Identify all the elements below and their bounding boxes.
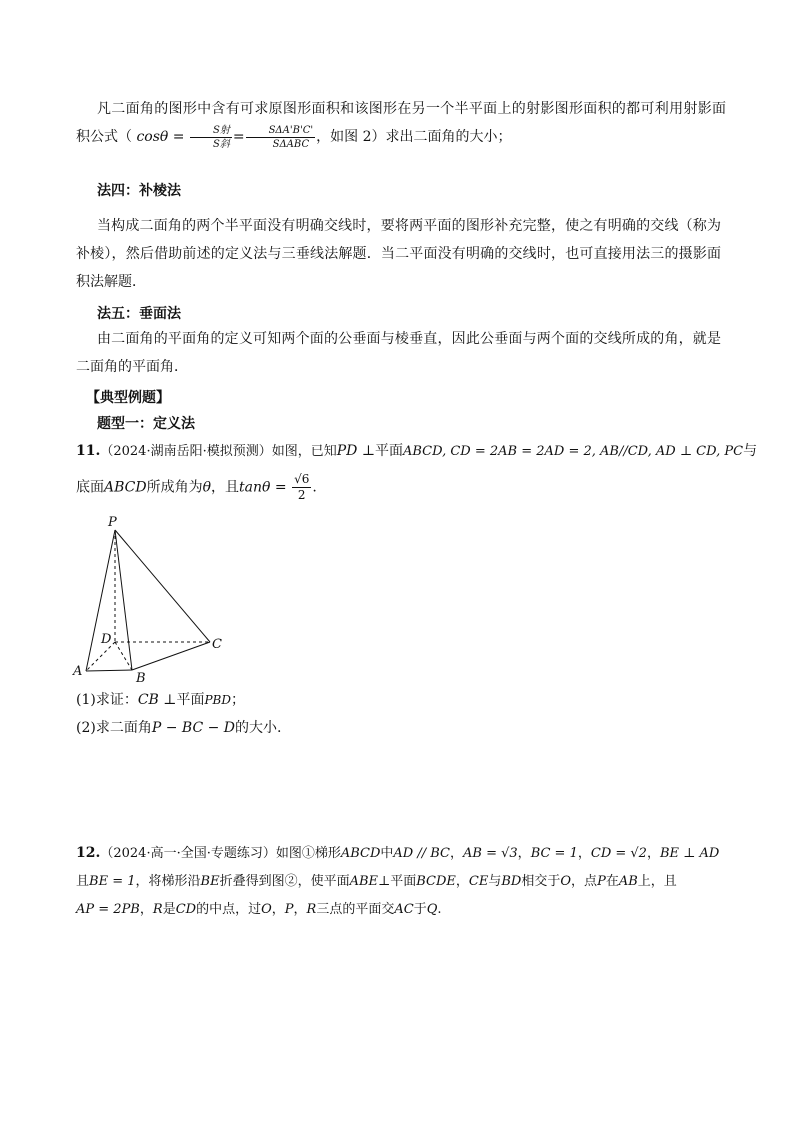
fraction-2-denominator: SΔABC — [272, 138, 310, 150]
q12-line1 — [76, 843, 719, 864]
fraction-1-numerator: S射 — [190, 124, 232, 138]
q12-l1-4: ， — [450, 846, 464, 861]
q11-cond1: PD ⊥ — [336, 443, 375, 459]
q11-line1 — [76, 441, 757, 462]
method4-paragraph: 当构成二面角的两个半平面没有明确交线时，要将两平面的图形补充完整，使之有明确的交线（称为补棱），然后借助前述的定义法与三垂线法解题．当二平面没有明确的交线时，也可直接用法三的摄影面积法解题． — [76, 218, 721, 290]
label-P: P — [108, 515, 117, 530]
q12-l1-3: AD // BC — [393, 846, 450, 861]
type1-heading: 题型一：定义法 — [97, 416, 195, 432]
q12-l2-9: CE — [468, 874, 489, 889]
q12-l2-13: O — [560, 874, 572, 889]
edge-BC — [132, 642, 210, 670]
q11-cond4: 与 — [743, 443, 758, 459]
q12-l1-5: AB = √3 — [463, 846, 518, 861]
q12-l3-6: O — [261, 902, 272, 917]
label-D: D — [101, 632, 112, 647]
q12-l2-8: ， — [455, 874, 469, 889]
q12-l2-16: 在 — [605, 874, 619, 889]
label-B: B — [136, 671, 146, 686]
q12-line3 — [76, 900, 442, 920]
q11-part1-c: 平面 — [176, 692, 205, 708]
q12-l2-1: BE = 1 — [89, 874, 136, 889]
q12-l3-13: 于 — [413, 902, 427, 917]
q12-number: 12. — [76, 845, 101, 861]
q12-l2-15: P — [597, 874, 606, 889]
method5-paragraph: 由二面角的平面角的定义可知两个面的公垂面与棱垂直，因此公垂面与两个面的交线所成的角，就是二面角的平面角． — [76, 331, 721, 375]
method5-heading: 法五：垂面法 — [97, 306, 181, 322]
q12-l3-9: ， — [293, 902, 307, 917]
label-A: A — [73, 664, 83, 679]
edge-PA — [86, 530, 115, 671]
q12-l1-8: ， — [577, 846, 591, 861]
q11-line2-e: ，且 — [211, 479, 240, 496]
q11-part2-b: P − BC − D — [151, 720, 236, 736]
formula-fraction-2 — [246, 124, 316, 151]
q12-l1-0: （2024·高一·全国·专题练习）如图①梯形 — [100, 846, 341, 861]
q11-cond2: 平面 — [374, 443, 403, 459]
q11-part2 — [76, 718, 281, 738]
formula-lhs: cosθ — [136, 129, 169, 145]
method3-paragraph — [76, 95, 726, 151]
q11-part1 — [76, 690, 245, 710]
examples-heading: 【典型例题】 — [86, 390, 170, 406]
q12-l2-10: 与 — [488, 874, 502, 889]
q11-part1-a: (1)求证： — [76, 692, 138, 708]
q11-tan-numerator: √6 — [294, 472, 310, 486]
q12-l3-0: AP = 2PB — [76, 902, 140, 917]
q12-l3-5: 的中点，过 — [196, 902, 262, 917]
fraction-1-denominator: S斜 — [212, 138, 230, 150]
projection-formula: cosθ = $\frac{\text{S射}}{\text{S斜}}$ = $\frac{\text{SΔA'B'C'}}{\text{SΔABC}}$ — [136, 124, 314, 150]
q12-l3-8: P — [284, 902, 294, 917]
q12-l2-0: 且 — [76, 874, 90, 889]
q12-l2-3: BE — [200, 874, 220, 889]
method3-text-part1: 凡二面角的图形中含有可求原图形面积和该图形在另一个半平面上的射影图形面积的都可利用射影面积公式（ — [76, 101, 726, 145]
q12-l2-17: AB — [618, 874, 638, 889]
q12-l1-11: BE ⊥ AD — [659, 846, 720, 861]
q11-number: 11. — [76, 443, 101, 459]
q11-line2 — [76, 472, 317, 503]
q11-line2-d: θ — [202, 479, 212, 496]
q12-l1-9: CD = √2 — [590, 846, 647, 861]
q12-l3-15: . — [437, 902, 442, 917]
q12-l3-7: ， — [271, 902, 285, 917]
q11-tan-end: . — [312, 479, 317, 496]
q12-l3-11: 三点的平面交 — [316, 902, 395, 917]
q11-cond3: ABCD, CD = 2AB = 2AD = 2, AB//CD, AD ⊥ CD, PC — [402, 444, 744, 459]
q12-l1-10: ， — [646, 846, 660, 861]
q12-l3-14: Q — [426, 902, 438, 917]
q12-line2 — [76, 872, 677, 892]
q12-l1-2: 中 — [380, 846, 394, 861]
edge-AB — [86, 670, 132, 671]
q12-l3-12: AC — [394, 902, 414, 917]
q12-l2-5: ABE — [349, 874, 379, 889]
q11-tan-lhs: tanθ = — [239, 479, 287, 496]
method3-text-part2: ，如图 2）求出二面角的大小； — [316, 129, 512, 145]
q11-source: （2024·湖南岳阳·模拟预测）如图，已知 — [100, 444, 337, 459]
edge-PC — [115, 530, 210, 642]
q12-l2-11: BD — [501, 874, 522, 889]
formula-fraction-1 — [190, 124, 232, 151]
pyramid-figure — [66, 512, 236, 687]
q11-part1-b: CB ⊥ — [137, 692, 177, 708]
q12-l3-4: CD — [175, 902, 197, 917]
q12-l3-3: 是 — [162, 902, 176, 917]
q11-line2-a: 底面 — [76, 479, 104, 496]
q11-tan-fraction — [292, 472, 311, 503]
method4-heading: 法四：补棱法 — [97, 183, 181, 199]
fraction-2-numerator: SΔA'B'C' — [246, 124, 316, 138]
q11-line2-c: 所成角为 — [146, 479, 203, 496]
q11-part1-e: ； — [230, 692, 245, 708]
q11-line2-b: ABCD — [104, 479, 147, 496]
q11-tan-denominator: 2 — [297, 488, 306, 502]
q12-l2-12: 相交于 — [521, 874, 561, 889]
label-C: C — [212, 637, 222, 652]
q12-l2-18: 上，且 — [637, 874, 677, 889]
q12-l2-6: ⊥平面 — [378, 874, 417, 889]
q11-part2-a: (2)求二面角 — [76, 720, 152, 736]
q12-l1-7: BC = 1 — [530, 846, 578, 861]
q12-l2-7: BCDE — [416, 874, 456, 889]
q11-part1-d: PBD — [204, 693, 231, 707]
q12-l3-2: R — [152, 902, 163, 917]
q12-l3-10: R — [306, 902, 317, 917]
q12-l2-2: ，将梯形沿 — [135, 874, 201, 889]
q12-l2-4: 折叠得到图②，使平面 — [219, 874, 350, 889]
edge-PB — [115, 530, 132, 670]
q11-part2-c: 的大小. — [235, 720, 282, 736]
q12-l2-14: ，点 — [571, 874, 598, 889]
q12-l3-1: ， — [139, 902, 153, 917]
q12-l1-1: ABCD — [340, 846, 381, 861]
q12-l1-6: ， — [517, 846, 531, 861]
